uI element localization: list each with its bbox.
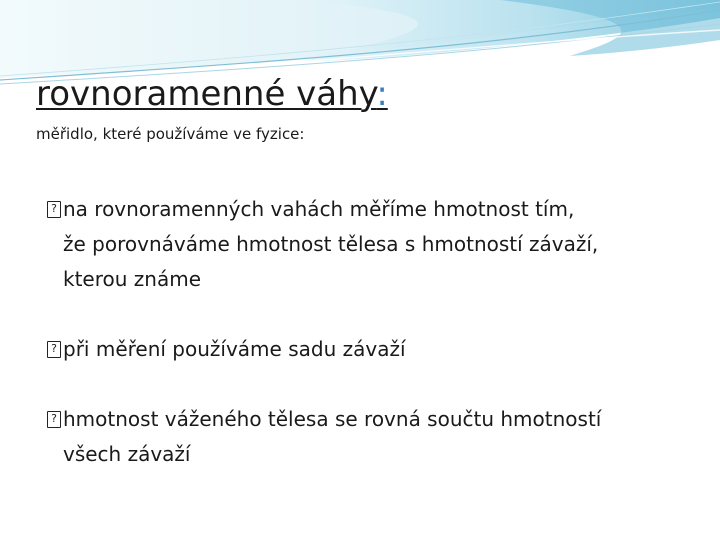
bullet-item xyxy=(0,402,720,472)
missing-glyph-bullet-icon: ? xyxy=(47,201,61,218)
bullet-line: kterou známe xyxy=(63,267,201,291)
missing-glyph-bullet-icon: ? xyxy=(47,341,61,358)
missing-glyph-bullet-icon: ? xyxy=(47,411,61,428)
bullet-list xyxy=(0,192,720,472)
bullet-item xyxy=(0,332,720,367)
slide-title xyxy=(36,72,388,116)
bullet-line: že porovnáváme hmotnost tělesa s hmotností závaží, xyxy=(63,232,599,256)
bullet-line: všech závaží xyxy=(63,442,191,466)
bullet-item xyxy=(0,192,720,297)
slide-subtitle: měřidlo, které používáme ve fyzice: xyxy=(36,125,305,143)
bullet-line: na rovnoramenných vahách měříme hmotnost tím, xyxy=(63,197,575,221)
slide-title-colon: : xyxy=(376,74,388,114)
slide-title-text: rovnoramenné váhy xyxy=(36,74,377,114)
bullet-line: při měření používáme sadu závaží xyxy=(63,337,406,361)
bullet-line: hmotnost váženého tělesa se rovná součtu hmotností xyxy=(63,407,602,431)
